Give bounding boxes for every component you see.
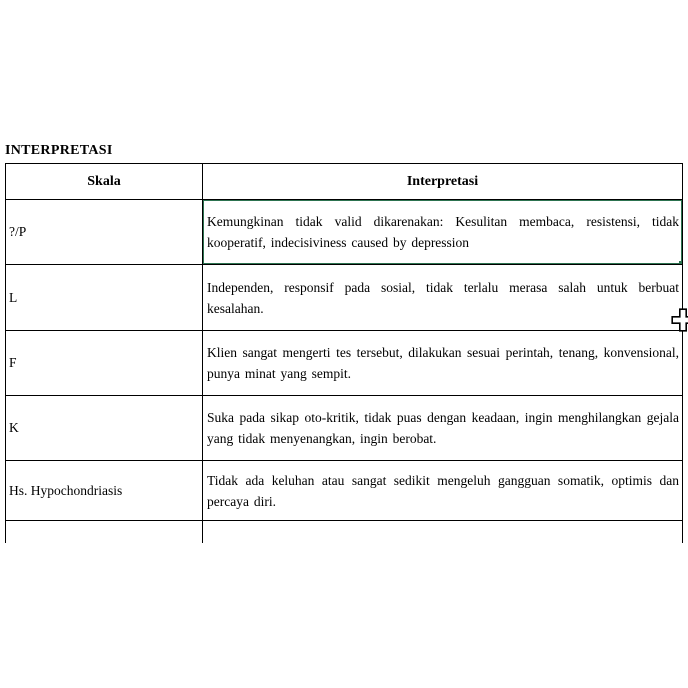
column-header-skala[interactable]: Skala [6,164,203,200]
table-row-l [6,265,683,331]
table-row-partial [6,521,683,544]
cell-interpretasi-p-selected[interactable] [203,200,683,265]
cell-text: Tidak ada keluhan atau sangat sedikit mengeluh gangguan somatik, optimis dan percaya diri. [207,472,679,509]
column-header-interpretasi[interactable]: Interpretasi [203,164,683,200]
table-row-k [6,396,683,461]
cell-interpretasi-hs[interactable] [203,461,683,521]
table-header-row [6,164,683,200]
cell-text: Independen, responsif pada sosial, tidak terlalu merasa salah untuk berbuat kesalahan. [207,279,679,316]
cell-skala-p[interactable]: ?/P [6,200,203,265]
cell-interpretasi-empty[interactable] [203,521,683,544]
cell-text: Suka pada sikap oto-kritik, tidak puas dengan keadaan, ingin menghilangkan gejala yang tidak menyenangkan, ingin berobat. [207,410,679,446]
table-row-hs [6,461,683,521]
cell-skala-hs[interactable]: Hs. Hypochondriasis [6,461,203,521]
cell-text: Klien sangat mengerti tes tersebut, dilakukan sesuai perintah, tenang, konvensional, punya minat yang sempit. [207,345,679,381]
cell-interpretasi-l[interactable] [203,265,683,331]
cell-skala-empty[interactable] [6,521,203,544]
cell-interpretasi-k[interactable] [203,396,683,461]
interpretation-table [5,163,683,543]
cell-select-cursor-icon [671,308,688,332]
cell-skala-l[interactable]: L [6,265,203,331]
cell-interpretasi-f[interactable] [203,331,683,396]
page-title: INTERPRETASI [5,143,113,158]
selection-handle[interactable] [679,261,683,265]
table-row-p [6,200,683,265]
cell-text: Kemungkinan tidak valid dikarenakan: Kesulitan membaca, resistensi, tidak kooperatif, indecisiviness caused by depression [207,214,679,250]
table-row-f [6,331,683,396]
cell-skala-f[interactable]: F [6,331,203,396]
cell-skala-k[interactable]: K [6,396,203,461]
table [5,163,683,543]
